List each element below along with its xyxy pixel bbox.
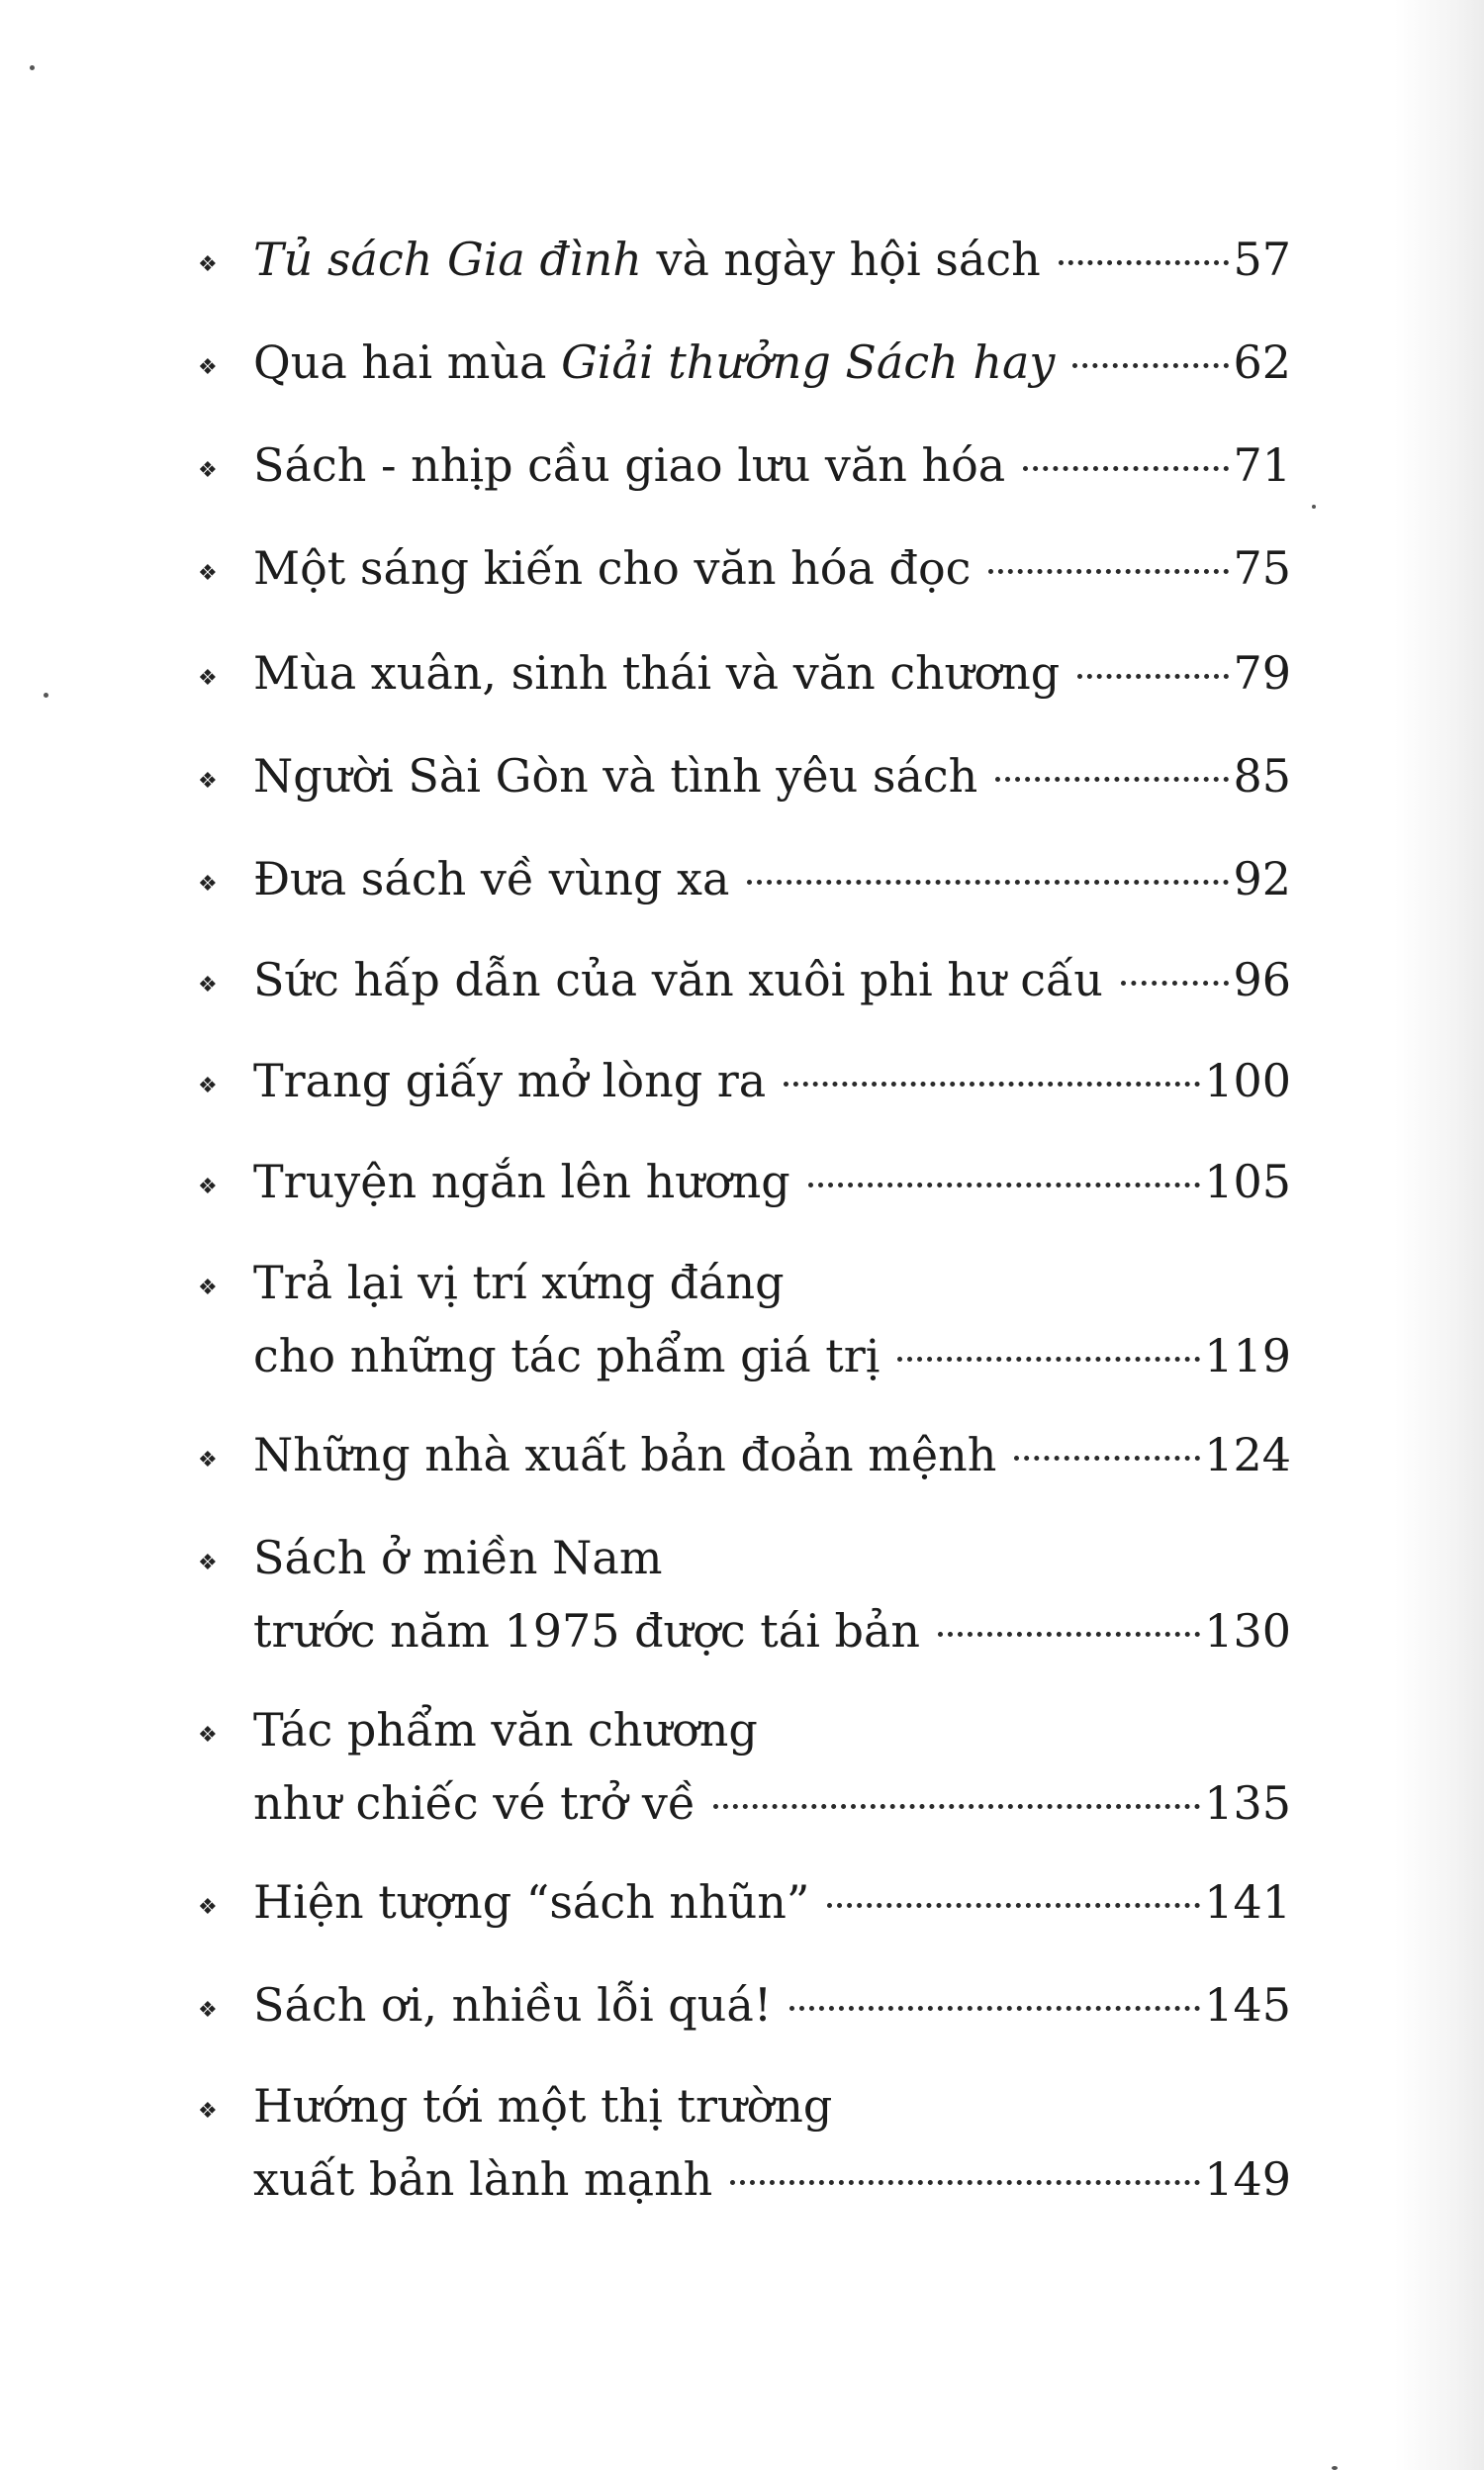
diamond-bullet-icon: ❖ (198, 1276, 218, 1300)
toc-entry-title (253, 429, 1005, 501)
diamond-bullet-icon: ❖ (198, 252, 218, 277)
toc-entry-title (253, 1045, 766, 1116)
toc-entry-title (253, 1419, 996, 1490)
toc-entry (198, 1045, 1291, 1116)
toc-line (198, 224, 1291, 295)
toc-line (198, 1045, 1291, 1116)
toc-entry (198, 327, 1291, 398)
toc-entry-title (253, 1866, 809, 1938)
toc-entry-title-line1: Sách ở miền Nam (253, 1531, 663, 1584)
toc-line (198, 944, 1291, 1015)
toc-entry-title (253, 1767, 696, 1839)
page-number: 100 (1204, 1054, 1291, 1107)
toc-entry-title (253, 1146, 790, 1217)
toc-entry (198, 532, 1291, 604)
toc-line (198, 637, 1291, 709)
diamond-bullet-icon: ❖ (198, 355, 218, 380)
dot-leader (784, 1082, 1200, 1087)
page-number: 105 (1204, 1155, 1291, 1208)
dot-leader (808, 1183, 1200, 1188)
toc-line (198, 327, 1291, 398)
toc-line (198, 1866, 1291, 1938)
toc-entry-title (253, 532, 971, 604)
title-part: cho những tác phẩm giá trị (253, 1329, 881, 1382)
toc-entry-title (253, 327, 1055, 398)
toc-entry (198, 843, 1291, 914)
toc-entry-title (253, 637, 1060, 709)
toc-line (198, 1146, 1291, 1217)
toc-entry (198, 429, 1291, 501)
diamond-bullet-icon: ❖ (198, 872, 218, 897)
title-part: Trang giấy mở lòng ra (253, 1054, 767, 1107)
toc-entry (198, 1146, 1291, 1217)
title-part: Qua hai mùa (253, 335, 562, 389)
title-part: Mùa xuân, sinh thái và văn chương (253, 646, 1061, 700)
toc-entry (198, 1247, 1291, 1391)
dot-leader (827, 1903, 1200, 1908)
page-number: 79 (1233, 646, 1291, 700)
diamond-bullet-icon: ❖ (198, 1175, 218, 1199)
title-part: Hiện tượng “sách nhũn” (253, 1875, 810, 1929)
toc-line (198, 1595, 1291, 1666)
page-number: 75 (1233, 541, 1291, 595)
toc-entry-title (253, 740, 977, 811)
toc-line (198, 1767, 1291, 1839)
toc-line (198, 2070, 1291, 2141)
toc-line (198, 1419, 1291, 1490)
page-number: 96 (1233, 953, 1291, 1006)
print-speck (1332, 2466, 1338, 2470)
toc-line (198, 1247, 1291, 1318)
page-number: 57 (1233, 233, 1291, 286)
page-number: 85 (1233, 749, 1291, 803)
diamond-bullet-icon: ❖ (198, 1448, 218, 1472)
diamond-bullet-icon: ❖ (198, 1723, 218, 1748)
toc-line (198, 1522, 1291, 1593)
page-number: 62 (1233, 335, 1291, 389)
toc-entry-title (253, 2143, 712, 2215)
diamond-bullet-icon: ❖ (198, 1895, 218, 1920)
diamond-bullet-icon: ❖ (198, 666, 218, 691)
dot-leader (938, 1632, 1200, 1637)
toc-entry-title-line1: Tác phẩm văn chương (253, 1703, 758, 1757)
toc-entry-title-line1: Hướng tới một thị trường (253, 2079, 833, 2133)
toc-line (198, 1694, 1291, 1765)
italic-title-part: Tủ sách Gia đình (253, 233, 642, 286)
toc-entry-title-line1: Trả lại vị trí xứng đáng (253, 1256, 785, 1309)
toc-entry (198, 1522, 1291, 1666)
dot-leader (1121, 981, 1230, 986)
dot-leader (1014, 1456, 1200, 1461)
title-part: xuất bản lành mạnh (253, 2152, 713, 2206)
print-speck (1312, 505, 1316, 509)
diamond-bullet-icon: ❖ (198, 2099, 218, 2124)
title-part: Một sáng kiến cho văn hóa đọc (253, 541, 972, 595)
title-part: như chiếc vé trở về (253, 1776, 696, 1830)
page-number: 141 (1204, 1875, 1291, 1929)
title-part: trước năm 1975 được tái bản (253, 1604, 921, 1658)
diamond-bullet-icon: ❖ (198, 1074, 218, 1098)
toc-entry (198, 637, 1291, 709)
toc-entry-title (253, 224, 1041, 295)
title-part: Sức hấp dẫn của văn xuôi phi hư cấu (253, 953, 1103, 1006)
dot-leader (1072, 363, 1229, 368)
toc-line (198, 2143, 1291, 2215)
toc-line (198, 1969, 1291, 2041)
italic-title-part: Giải thưởng Sách hay (561, 335, 1056, 389)
dot-leader (897, 1357, 1200, 1362)
diamond-bullet-icon: ❖ (198, 1551, 218, 1575)
page-number: 71 (1233, 438, 1291, 492)
title-part: Người Sài Gòn và tình yêu sách (253, 749, 978, 803)
diamond-bullet-icon: ❖ (198, 458, 218, 483)
toc-line (198, 1320, 1291, 1391)
dot-leader (995, 777, 1229, 782)
page-number: 130 (1204, 1604, 1291, 1658)
diamond-bullet-icon: ❖ (198, 1998, 218, 2023)
title-part: Truyện ngắn lên hương (253, 1155, 790, 1208)
page-number: 135 (1204, 1776, 1291, 1830)
page-number: 92 (1233, 852, 1291, 905)
dot-leader (713, 1804, 1200, 1809)
title-part: và ngày hội sách (641, 233, 1041, 286)
toc-entry (198, 2070, 1291, 2215)
toc-entry (198, 1419, 1291, 1490)
print-speck (30, 65, 35, 70)
toc-line (198, 740, 1291, 811)
toc-entry-title (253, 1969, 772, 2041)
toc-entry (198, 1694, 1291, 1839)
toc-line (198, 843, 1291, 914)
toc-entry (198, 224, 1291, 295)
dot-leader (1023, 466, 1229, 471)
toc-entry-title (253, 1595, 920, 1666)
toc-entry (198, 1969, 1291, 2041)
diamond-bullet-icon: ❖ (198, 769, 218, 794)
dot-leader (747, 880, 1229, 885)
title-part: Sách - nhịp cầu giao lưu văn hóa (253, 438, 1006, 492)
print-speck (44, 693, 48, 698)
page-number: 149 (1204, 2152, 1291, 2206)
toc-entry (198, 1866, 1291, 1938)
dot-leader (988, 569, 1229, 574)
toc-entry (198, 740, 1291, 811)
page-number: 119 (1204, 1329, 1291, 1382)
dot-leader (730, 2180, 1200, 2185)
title-part: Những nhà xuất bản đoản mệnh (253, 1428, 997, 1481)
dot-leader (1059, 260, 1230, 265)
dot-leader (1077, 674, 1229, 679)
page-number: 124 (1204, 1428, 1291, 1481)
toc-entry-title (253, 944, 1103, 1015)
toc-line (198, 429, 1291, 501)
toc-entry (198, 944, 1291, 1015)
toc-entry-title (253, 843, 729, 914)
diamond-bullet-icon: ❖ (198, 561, 218, 586)
page-number: 145 (1204, 1978, 1291, 2032)
toc-line (198, 532, 1291, 604)
toc-entry-title (253, 1320, 880, 1391)
dot-leader (789, 2006, 1200, 2011)
diamond-bullet-icon: ❖ (198, 973, 218, 998)
title-part: Sách ơi, nhiều lỗi quá! (253, 1978, 773, 2032)
title-part: Đưa sách về vùng xa (253, 852, 730, 905)
